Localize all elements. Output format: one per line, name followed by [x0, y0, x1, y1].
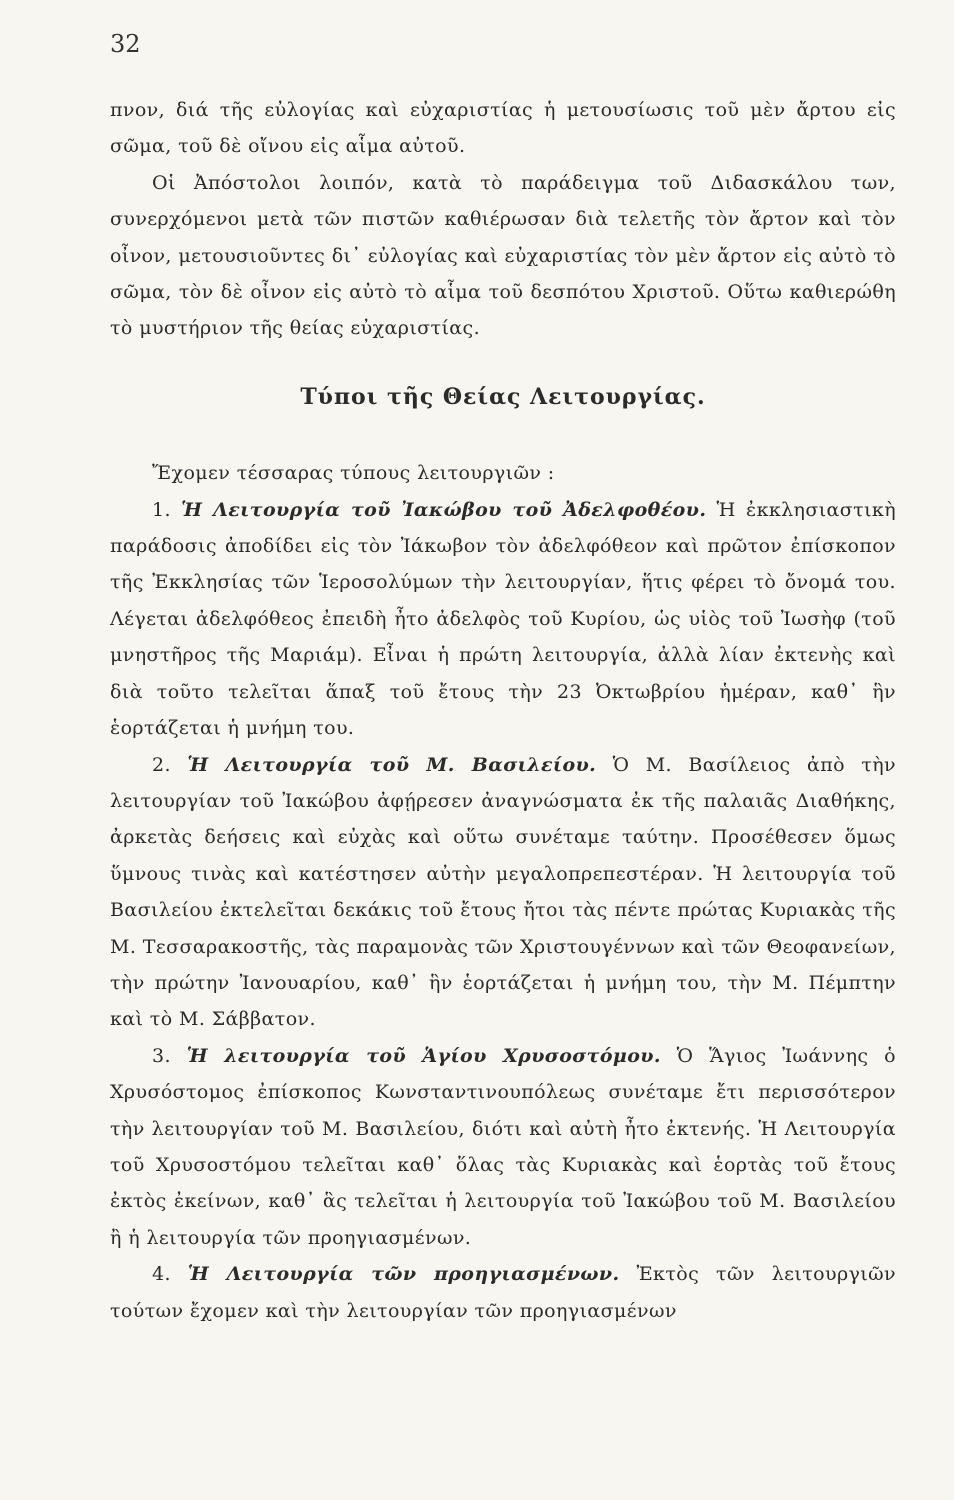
section-number: 3. — [152, 1044, 171, 1067]
section-body: Ὁ Ἅγιος Ἰωάννης ὁ Χρυσόστομος ἐπίσκοπος Κωνσταντινουπόλεως συνέταμε ἔτι περισσότερον τὴν λειτουργίαν τοῦ Μ. Βασιλείου, διότι καὶ αὐτὴ ἦτο ἐκτενής. Ἡ Λειτουργία τοῦ Χρυσοστόμου τελεῖται καθ᾿ ὅλας τὰς Κυριακὰς καὶ ἑορτὰς τοῦ ἔτους ἐκτὸς ἐκείνων, καθ᾿ ἃς τελεῖται ἡ λειτουργία τοῦ Ἰακώβου τοῦ Μ. Βασιλείου ἢ ἡ λειτουργία τῶν προηγιασμένων. — [110, 1044, 896, 1249]
body-text — [110, 92, 896, 1329]
section-number: 2. — [152, 753, 171, 776]
section-body: Ὁ Μ. Βασίλειος ἀπὸ τὴν λειτουργίαν τοῦ Ἰακώβου ἀφῄρεσεν ἀναγνώσματα ἐκ τῆς παλαιᾶς Διαθήκης, ἀρκετὰς δεήσεις καὶ εὐχὰς καὶ οὕτω συνέταμε ταύτην. Προσέθεσεν ὅμως ὕμνους τινὰς καὶ κατέστησεν αὐτὴν μεγαλοπρεπεστέραν. Ἡ λειτουργία τοῦ Βασιλείου ἐκτελεῖται δεκάκις τοῦ ἔτους ἤτοι τὰς πέντε πρώτας Κυριακὰς τῆς Μ. Τεσσαρακοστῆς, τὰς παραμονὰς τῶν Χριστουγέννων καὶ τῶν Θεοφανείων, τὴν πρώτην Ἰανουαρίου, καθ᾿ ἣν ἑορτάζεται ἡ μνήμη του, τὴν Μ. Πέμπτην καὶ τὸ Μ. Σάββατον. — [110, 753, 896, 1031]
section-title: Ἡ Λειτουργία τοῦ Μ. Βασιλείου. — [187, 753, 597, 776]
section-liturgy-james — [110, 492, 896, 747]
section-title: Ἡ λειτουργία τοῦ Ἁγίου Χρυσοστόμου. — [186, 1044, 661, 1067]
section-title: Ἡ Λειτουργία τῶν προηγιασμένων. — [187, 1263, 620, 1286]
paragraph-apostles: Οἱ Ἀπόστολοι λοιπόν, κατὰ τὸ παράδειγμα τοῦ Διδασκάλου των, συνερχόμενοι μετὰ τῶν πιστῶν καθιέρωσαν διὰ τελετῆς τὸν ἄρτον καὶ τὸν οἶνον, μετουσιοῦντες δι᾿ εὐλογίας καὶ εὐχαριστίας τὸν μὲν ἄρτον εἰς αὐτὸ τὸ σῶμα, τὸν δὲ οἶνον εἰς αὐτὸ τὸ αἷμα τοῦ δεσπότου Χριστοῦ. Οὕτω καθιερώθη τὸ μυστήριον τῆς θείας εὐχαριστίας. — [110, 171, 896, 340]
paragraph-intro: Ἔχομεν τέσσαρας τύπους λειτουργιῶν : — [152, 462, 555, 485]
section-body: Ἐκτὸς τῶν λειτουργιῶν τούτων ἔχομεν καὶ τὴν λειτουργίαν τῶν προηγιασμένων — [110, 1263, 896, 1322]
section-title: Ἡ Λειτουργία τοῦ Ἰακώβου τοῦ Ἀδελφοθέου. — [181, 498, 707, 521]
section-liturgy-basil — [110, 747, 896, 1038]
paragraph-continuation: πνον, διά τῆς εὐλογίας καὶ εὐχαριστίας ἡ μετουσίωσις τοῦ μὲν ἄρτου εἰς σῶμα, τοῦ δὲ οἴνου εἰς αἷμα αὐτοῦ. — [110, 99, 896, 158]
section-heading: Τύποι τῆς Θείας Λειτουργίας. — [300, 383, 706, 410]
page-number: 32 — [110, 30, 141, 58]
section-number: 4. — [152, 1263, 171, 1286]
section-number: 1. — [152, 498, 171, 521]
section-liturgy-chrysostom — [110, 1038, 896, 1256]
section-body: Ἡ ἐκκλησιαστικὴ παράδοσις ἀποδίδει εἰς τὸν Ἰάκωβον τὸν ἀδελφόθεον καὶ πρῶτον ἐπίσκοπον τῆς Ἐκκλησίας τῶν Ἱεροσολύμων τὴν λειτουργίαν, ἥτις φέρει τὸ ὄνομά του. Λέγεται ἀδελφόθεος ἐπειδὴ ἦτο ἀδελφὸς τοῦ Κυρίου, ὡς υἱὸς τοῦ Ἰωσὴφ (τοῦ μνηστῆρος τῆς Μαριάμ). Εἶναι ἡ πρώτη λειτουργία, ἀλλὰ λίαν ἐκτενὴς καὶ διὰ τοῦτο τελεῖται ἅπαξ τοῦ ἔτους τὴν 23 Ὀκτωβρίου ἡμέραν, καθ᾿ ἣν ἑορτάζεται ἡ μνήμη του. — [110, 498, 896, 740]
section-liturgy-presanctified — [110, 1256, 896, 1329]
